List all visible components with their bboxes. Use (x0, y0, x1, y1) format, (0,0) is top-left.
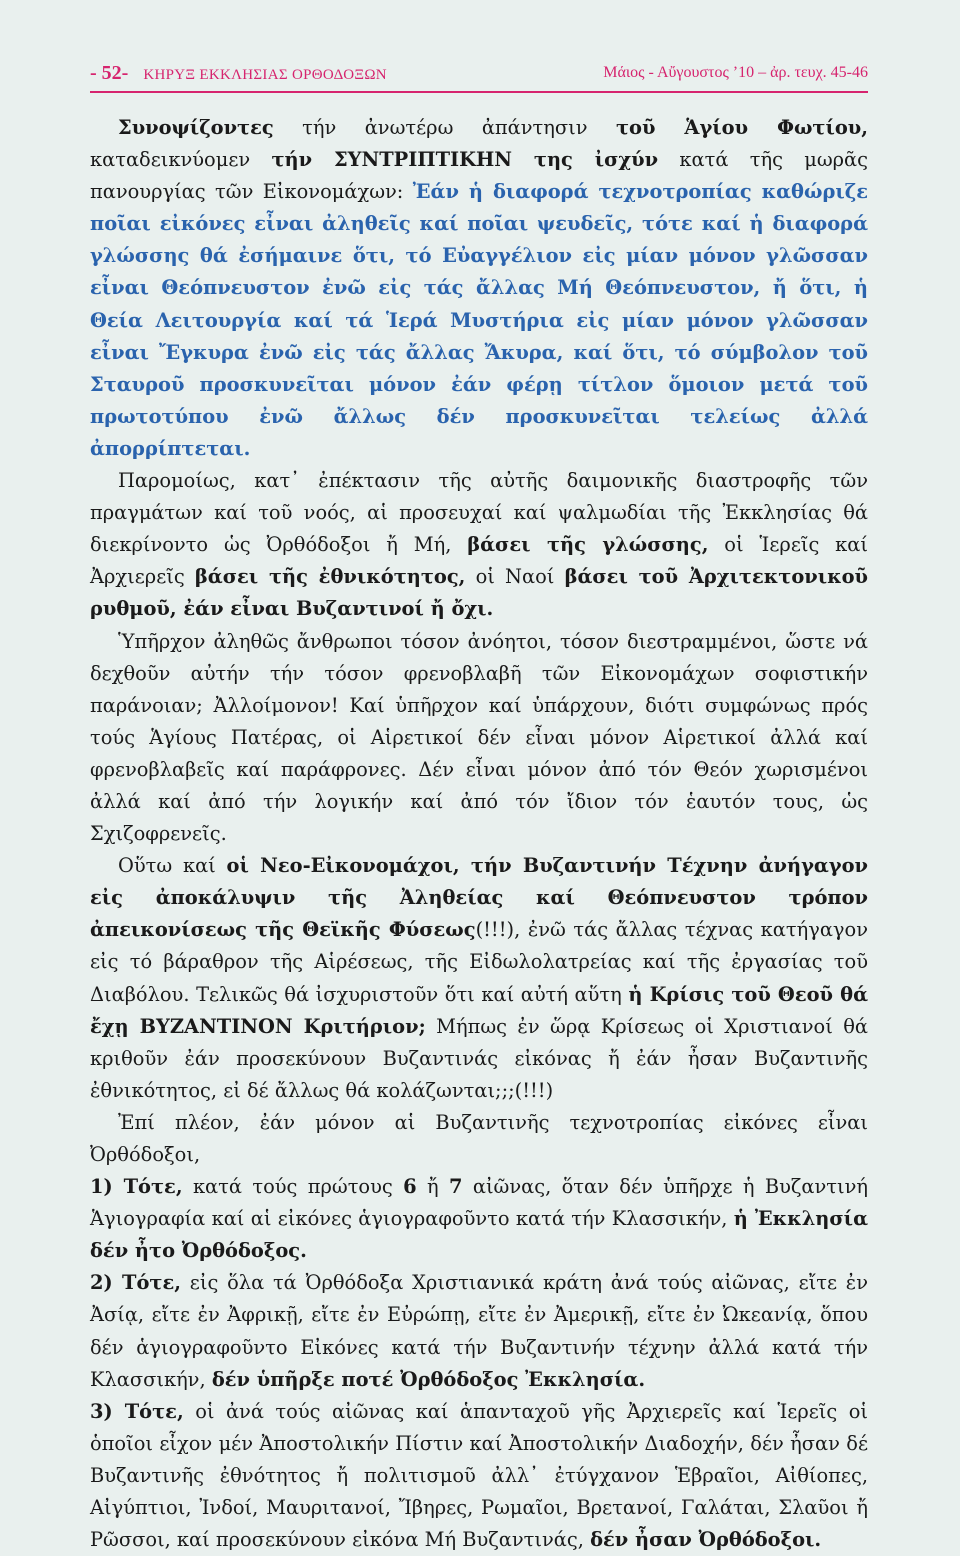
text-run: κατά τῆς μωρᾶς πανουργίας τῶν Εἰκονομάχων: (90, 148, 869, 204)
text-run: βάσει τοῦ Ἀρχιτεκτονικοῦ ρυθμοῦ, ἐάν εἶναι Βυζαντινοί ἤ ὄχι. (90, 565, 869, 621)
text-run: εἰς ὅλα τά Ὀρθόδοξα Χριστιανικά κράτη ἀνά τούς αἰῶνας, εἴτε ἐν Ἀσίᾳ, εἴτε ἐν Ἀφρικῇ, εἴτε ἐν Εὐρώπῃ, εἴτε ἐν Ἀμερικῇ, εἴτε ἐν Ὠκεανίᾳ, ὅπου δέν ἁγιογραφοῦντο Εἰκόνες κατά τήν Βυζαντινήν τέχνην ἀλλά κατά τήν Κλασσικήν, (90, 1271, 868, 1391)
journal-title: ΚΗΡΥΞ ΕΚΚΛΗΣΙΑΣ ΟΡΘΟΔΟΞΩΝ (143, 67, 387, 83)
text-run: κατά τούς πρώτους (182, 1175, 404, 1199)
text-run: τοῦ Ἁγίου Φωτίου, (615, 116, 868, 139)
issue-info: Μάιος - Αὔγουστος ’10 – ἀρ. τευχ. 45-46 (603, 64, 868, 81)
text-run: βάσει τῆς γλώσσης, (467, 533, 709, 557)
text-run: οἱ Ἱερεῖς καί Ἀρχιερεῖς (90, 533, 868, 589)
paragraph-furthermore (90, 1107, 868, 1171)
text-run: Συνοψίζοντες (118, 116, 274, 139)
text-run: αἰῶνας, ὅταν δέν ὑπῆρχε ἡ Βυζαντινή Ἁγιογραφία καί αἱ εἰκόνες ἁγιογραφοῦντο κατά τήν Κλασσικήν, (90, 1175, 868, 1231)
text-run: Παρομοίως, κατ᾽ ἐπέκτασιν τῆς αὐτῆς δαιμονικῆς διαστροφῆς τῶν πραγμάτων καί τοῦ νοός, αἱ προσευχαί καί ψαλμωδίαι τῆς Ἐκκλησίας θά διεκρίνοντο ὡς Ὀρθόδοξοι ἤ Μή, (90, 469, 868, 557)
paragraph-summary (90, 112, 868, 465)
point-2 (90, 1267, 868, 1395)
text-run: ἤ (416, 1175, 449, 1199)
text-run: δέν ἦσαν Ὀρθόδοξοι. (590, 1528, 822, 1552)
paragraph-similarly (90, 465, 868, 625)
text-run: Ἐάν ἡ διαφορά τεχνοτροπίας καθώριζε ποῖαι εἰκόνες εἶναι ἀληθεῖς καί ποῖαι ψευδεῖς, τότε καί ἡ διαφορά γλώσσης θά ἐσήμαινε ὅτι, τό Εὐαγγέλιον εἰς μίαν μόνον γλῶσσαν εἶναι Θεόπνευστον ἐνῶ εἰς τάς ἄλλας Μή Θεόπνευστον, ἤ ὅτι, ἡ Θεία Λειτουργία καί τά Ἱερά Μυστήρια εἰς μίαν μόνον γλῶσσαν εἶναι Ἔγκυρα ἐνῶ εἰς τάς ἄλλας Ἄκυρα, καί ὅτι, τό σύμβολον τοῦ Σταυροῦ προσκυνεῖται μόνον ἐάν φέρῃ τίτλον ὅμοιον μετά τοῦ πρωτοτύπου ἐνῶ ἄλλως δέν προσκυνεῖται τελείως ἀλλά ἀπορρίπτεται. (90, 180, 869, 460)
text-run: 6 (403, 1175, 417, 1199)
text-run: τήν ΣΥΝΤΡΙΠΤΙΚΗΝ της ἰσχύν (271, 148, 659, 172)
header-rule (90, 91, 868, 93)
page-header (90, 58, 868, 92)
page-number: - 52- (90, 62, 129, 84)
point-1 (90, 1171, 868, 1267)
text-run: 7 (448, 1175, 463, 1199)
text-run: τήν ἀνωτέρω ἀπάντησιν (273, 116, 616, 139)
text-run: ἡ Κρίσις τοῦ Θεοῦ θά ἔχῃ ΒΥΖΑΝΤΙΝΟΝ Κριτήριον; (90, 982, 869, 1038)
text-run: Μήπως ἐν ὥρᾳ Κρίσεως οἱ Χριστιανοί θά κριθοῦν ἐάν προσεκύνουν Βυζαντινάς εἰκόνας ἤ ἐάν ἦσαν Βυζαντινῆς ἐθνικότητος, εἰ δέ ἄλλως θά κολάζωνται;;;(!!!) (90, 1014, 868, 1102)
point-3 (90, 1396, 868, 1556)
text-run: (!!!), ἐνῶ τάς ἄλλας τέχνας κατήγαγον εἰς τό βάραθρον τῆς Αἱρέσεως, τῆς Εἰδωλολατρείας καί τῆς ἐργασίας τοῦ Διαβόλου. Τελικῶς θά ἰσχυριστοῦν ὅτι καί αὐτή αὕτη (90, 918, 868, 1006)
text-run: 1) Τότε, (90, 1175, 183, 1199)
text-run: Ὑπῆρχον ἀληθῶς ἄνθρωποι τόσον ἀνόητοι, τόσον διεστραμμένοι, ὥστε νά δεχθοῦν αὐτήν τήν τόσον φρενοβλαβῆ τῶν Εἰκονομάχων σοφιστικήν παράνοιαν; Ἀλλοίμονον! Καί ὑπῆρχον καί ὑπάρχουν, διότι συμφώνως πρός τούς Ἁγίους Πατέρας, οἱ Αἱρετικοί δέν εἶναι μόνον Αἱρετικοί ἀλλά καί φρενοβλαβεῖς καί παράφρονες. Δέν εἶναι μόνον ἀπό τόν Θεόν χωρισμένοι ἀλλά καί ἀπό τήν λογικήν καί ἀπό τόν ἴδιον τόν ἑαυτόν τους, ὡς Σχιζοφρενεῖς. (90, 629, 868, 846)
text-run: δέν ὑπῆρξε ποτέ Ὀρθόδοξος Ἐκκλησία. (211, 1367, 646, 1391)
header-left (90, 62, 387, 85)
text-run: 2) Τότε, (90, 1271, 181, 1295)
text-run: Οὕτω καί (118, 854, 227, 878)
text-run: οἱ ἀνά τούς αἰῶνας καί ἁπανταχοῦ γῆς Ἀρχιερεῖς καί Ἱερεῖς οἱ ὁποῖοι εἶχον μέν Ἀποστολικήν Πίστιν καί Ἀποστολικήν Διαδοχήν, δέν ἦσαν δέ Βυζαντινῆς ἐθνότητος ἤ πολιτισμοῦ ἀλλ᾽ ἐτύγχανον Ἑβραῖοι, Αἰθίοπες, Αἰγύπτιοι, Ἰνδοί, Μαυριτανοί, Ἴβηρες, Ρωμαῖοι, Βρετανοί, Γαλάται, Σλαῦοι ἤ Ρῶσσοι, καί προσεκύνουν εἰκόνα Μή Βυζαντινάς, (90, 1399, 868, 1552)
text-run: Ἐπί πλέον, ἐάν μόνον αἱ Βυζαντινῆς τεχνοτροπίας εἰκόνες εἶναι Ὀρθόδοξοι, (90, 1110, 868, 1166)
text-run: καταδεικνύομεν (90, 148, 272, 172)
paragraph-existed (90, 626, 868, 851)
text-run: ἡ Ἐκκλησία δέν ἦτο Ὀρθόδοξος. (90, 1207, 868, 1263)
text-run: οἱ Ναοί (465, 565, 565, 589)
article-body (90, 112, 868, 1556)
text-run: οἱ Νεο-Εἰκονομάχοι, τήν Βυζαντινήν Τέχνην ἀνήγαγον εἰς ἀποκάλυψιν τῆς Ἀληθείας καί Θεόπνευστον τρόπον ἀπεικονίσεως τῆς Θεϊκῆς Φύσεως (90, 854, 868, 942)
text-run: 3) Τότε, (90, 1399, 184, 1423)
paragraph-neo-iconoclasts (90, 850, 868, 1107)
text-run: βάσει τῆς ἐθνικότητος, (194, 565, 466, 589)
